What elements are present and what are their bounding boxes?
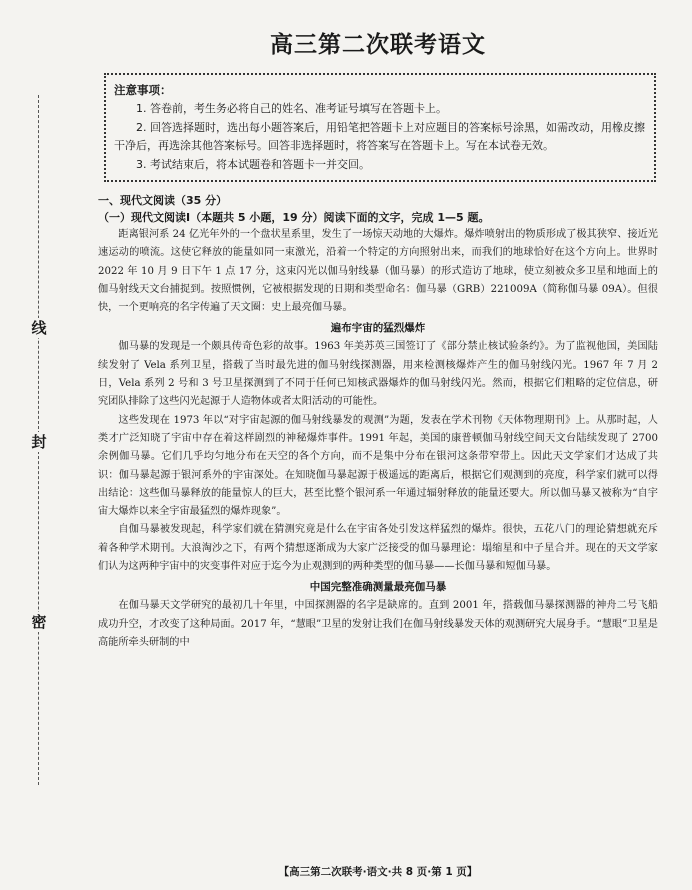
binding-char-top: 线 bbox=[29, 318, 49, 338]
notice-box bbox=[104, 73, 656, 182]
article-paragraph: 在伽马暴天文学研究的最初几十年里，中国探测器的名字是缺席的。直到 2001 年，搭载伽马暴探测器的神舟二号飞船成功升空，才改变了这种局面。2017 年，“慧眼”卫星的发射让我们在伽马射线暴发天体的观测研究大展身手。“慧眼”卫星是高能所牵头研制的中 bbox=[98, 600, 658, 648]
notice-item: 1. 答卷前，考生务必将自己的姓名、准考证号填写在答题卡上。 bbox=[136, 102, 447, 115]
article-paragraph: 距离银河系 24 亿光年外的一个盘状星系里，发生了一场惊天动地的大爆炸。爆炸喷射出的物质形成了极其狭窄、接近光速运动的喷流。这使它释放的能量如同一束激光，沿着一个特定的方向照射出来，而我们的地球恰好在这个方向上。世界时 2022 年 10 月 9 日下午 1 点 17 分，这束闪光以伽马射线暴（伽马暴）的形式造访了地球，使立刻被众多卫星和地面上的伽马射线天文台捕捉到。按照惯例，它被根据发现的日期和类型命名：伽马暴（GRB）221009A（简称伽马暴 09A）。但很快，一个更响亮的名字传遍了天文圈：史上最亮伽马暴。 bbox=[98, 229, 658, 314]
article-paragraph: 伽马暴的发现是一个颇具传奇色彩的故事。1963 年美苏英三国签订了《部分禁止核试验条约》。为了监视他国，美国陆续发射了 Vela 系列卫星，搭载了当时最先进的伽马射线探测器，用来检测核爆炸产生的伽马射线闪光。1967 年 7 月 2 日，Vela 系列 2 号和 3 号卫星探测到了不同于任何已知核武器爆炸的伽马射线闪光。然而，根据它们粗略的定位信息，研究团队排除了这些闪光起源于人造物体或者太阳活动的可能性。 bbox=[98, 341, 658, 408]
notice-item: 3. 考试结束后，将本试题卷和答题卡一并交回。 bbox=[136, 158, 370, 171]
page-title: 高三第二次联考语文 bbox=[270, 32, 486, 58]
binding-char-bottom: 密 bbox=[29, 612, 49, 632]
article-subheading: 中国完整准确测量最亮伽马暴 bbox=[309, 581, 447, 594]
page-footer: 【高三第二次联考·语文·共 8 页·第 1 页】 bbox=[278, 866, 478, 878]
article-paragraph: 这些发现在 1973 年以“对宇宙起源的伽马射线暴发的观测”为题，发表在学术刊物《天体物理期刊》上。从那时起，人类才广泛知晓了宇宙中存在着这样剧烈的神秘爆炸事件。1991 年起，美国的康普顿伽马射线空间天文台陆续发现了 2700 余例伽马暴。它们几乎均匀地分布在天空的各个方向，而不是集中分布在银河这条带窄带上。因此天文学家们才达成了共识：伽马暴起源于银河系外的宇宙深处。在知晓伽马暴起源于极遥远的距离后，根据它们观测到的亮度，科学家们就可以得出结论：这些伽马暴释放的能量惊人的巨大，甚至比整个银河系一年通过辐射释放的能量还要大。所以伽马暴又被称为“自宇宙大爆炸以来全宇宙最猛烈的爆炸现象”。 bbox=[98, 414, 658, 518]
article-paragraph: 自伽马暴被发现起，科学家们就在猜测究竟是什么在宇宙各处引发这样猛烈的爆炸。很快，五花八门的理论猜想就充斥着各种学术期刊。大浪淘沙之下，有两个猜想逐渐成为大家广泛接受的伽马暴理论：塌缩星和中子星合并。现在的天文学家们认为这两种宇宙中的灾变事件对应于迄今为止观测到的两种类型的伽马暴——长伽马暴和短伽马暴。 bbox=[98, 524, 658, 573]
notice-heading: 注意事项： bbox=[114, 83, 172, 97]
section-heading: 一、现代文阅读（35 分） bbox=[98, 194, 228, 207]
binding-char-middle: 封 bbox=[29, 432, 49, 452]
subsection-heading: （一）现代文阅读Ⅰ（本题共 5 小题，19 分）阅读下面的文字，完成 1—5 题。 bbox=[98, 211, 490, 224]
notice-item: 2. 回答选择题时，选出每小题答案后，用铅笔把答题卡上对应题目的答案标号涂黑，如需改动，用橡皮擦干净后，再选涂其他答案标号。回答非选择题时，将答案写在答题卡上。写在本试卷无效。 bbox=[114, 121, 645, 152]
exam-page bbox=[98, 14, 658, 652]
article-subheading: 遍布宇宙的猛烈爆炸 bbox=[330, 322, 426, 335]
binding-margin bbox=[0, 0, 70, 890]
